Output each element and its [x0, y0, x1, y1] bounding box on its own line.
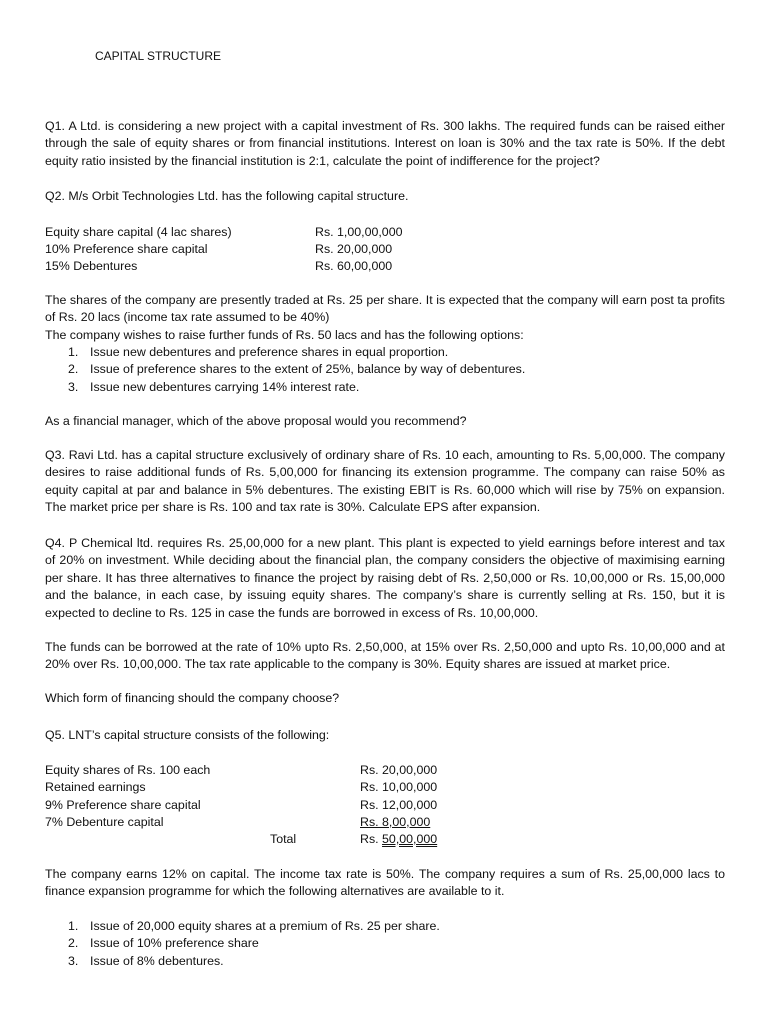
- q2-question: As a financial manager, which of the above proposal would you recommend?: [45, 414, 467, 428]
- list-text: Issue of 10% preference share: [90, 936, 259, 950]
- q2-row-label: Equity share capital (4 lac shares): [45, 225, 232, 239]
- question-4-paragraph-2: The funds can be borrowed at the rate of 10% upto Rs. 2,50,000, at 15% over Rs. 2,50,000 and upto Rs. 10,00,000 and at 20% over Rs. 10,00,000. The tax rate applicable to the company is 30%. Equity shares are issued at market price.: [45, 640, 725, 672]
- list-text: Issue of preference shares to the extent of 25%, balance by way of debentures.: [90, 362, 526, 376]
- list-item: [68, 953, 224, 970]
- q5-row-value: Rs. 20,00,000: [360, 763, 438, 777]
- q5-total-value: 50,00,000: [382, 832, 438, 846]
- list-item: [68, 344, 448, 361]
- q2-row-label: 10% Preference share capital: [45, 242, 208, 256]
- question-4-paragraph-1: Q4. P Chemical ltd. requires Rs. 25,00,000 for a new plant. This plant is expected to yield earnings before interest and tax of 20% on investment. While deciding about the financial plan, the company considers the objective of maximising earning per share. It has three alternatives to finance the project by raising debt of Rs. 2,50,000 or Rs. 10,00,000 or Rs. 15,00,000 and the balance, in each case, by issuing equity shares. The company’s share is currently selling at Rs. 150, but it is expected to decline to Rs. 125 in case the funds are borrowed in excess of Rs. 10,00,000.: [45, 536, 725, 620]
- list-text: Issue of 8% debentures.: [90, 954, 224, 968]
- list-number: 1.: [68, 919, 79, 933]
- q5-total-label: Total: [270, 832, 297, 846]
- list-number: 2.: [68, 362, 79, 376]
- q2-row-value: Rs. 60,00,000: [315, 259, 393, 273]
- q2-row-label: 15% Debentures: [45, 259, 138, 273]
- list-text: Issue of 20,000 equity shares at a premium of Rs. 25 per share.: [90, 919, 440, 933]
- question-1: Q1. A Ltd. is considering a new project with a capital investment of Rs. 300 lakhs. The required funds can be raised either through the sale of equity shares or from financial institutions. Interest on loan is 30% and the tax rate is 50%. If the debt equity ratio insisted by the financial institution is 2:1, calculate the point of indifference for the project?: [45, 119, 725, 168]
- q5-row-label: Retained earnings: [45, 780, 146, 794]
- list-text: Issue new debentures carrying 14% interest rate.: [90, 380, 360, 394]
- list-number: 3.: [68, 380, 79, 394]
- question-5-intro: Q5. LNT’s capital structure consists of the following:: [45, 728, 330, 742]
- list-item: [68, 361, 525, 378]
- list-item: [68, 379, 359, 396]
- question-3: Q3. Ravi Ltd. has a capital structure exclusively of ordinary share of Rs. 10 each, amounting to Rs. 5,00,000. The company desires to raise additional funds of Rs. 5,00,000 for financing its extension programme. The company can raise 50% as equity capital at par and balance in 5% debentures. The existing EBIT is Rs. 60,000 which will rise by 75% on expansion. The market price per share is Rs. 100 and tax rate is 30%. Calculate EPS after expansion.: [45, 448, 725, 515]
- q5-total-row: [360, 831, 437, 848]
- list-number: 3.: [68, 954, 79, 968]
- q2-row-value: Rs. 1,00,00,000: [315, 225, 403, 239]
- q5-row-value: Rs. 10,00,000: [360, 780, 438, 794]
- q5-row-label: 7% Debenture capital: [45, 815, 164, 829]
- list-text: Issue new debentures and preference shares in equal proportion.: [90, 345, 449, 359]
- q5-paragraph: The company earns 12% on capital. The income tax rate is 50%. The company requires a sum of Rs. 25,00,000 lacs to finance expansion programme for which the following alternatives are available to it.: [45, 867, 725, 899]
- q5-row-label: Equity shares of Rs. 100 each: [45, 763, 211, 777]
- q5-row-value: Rs. 12,00,000: [360, 798, 438, 812]
- q5-total-prefix: Rs.: [360, 832, 383, 846]
- q2-row-value: Rs. 20,00,000: [315, 242, 393, 256]
- list-number: 2.: [68, 936, 79, 950]
- document-title: CAPITAL STRUCTURE: [95, 49, 222, 63]
- q2-paragraph-2: The company wishes to raise further funds of Rs. 50 lacs and has the following options:: [45, 328, 524, 342]
- question-2-intro: Q2. M/s Orbit Technologies Ltd. has the following capital structure.: [45, 189, 409, 203]
- q5-row-value: Rs. 8,00,000: [360, 815, 431, 829]
- q5-row-label: 9% Preference share capital: [45, 798, 201, 812]
- list-number: 1.: [68, 345, 79, 359]
- q2-paragraph-1: The shares of the company are presently traded at Rs. 25 per share. It is expected that the company will earn post ta profits of Rs. 20 lacs (income tax rate assumed to be 40%): [45, 293, 725, 325]
- question-4-question: Which form of financing should the company choose?: [45, 691, 340, 705]
- list-item: [68, 935, 259, 952]
- list-item: [68, 918, 440, 935]
